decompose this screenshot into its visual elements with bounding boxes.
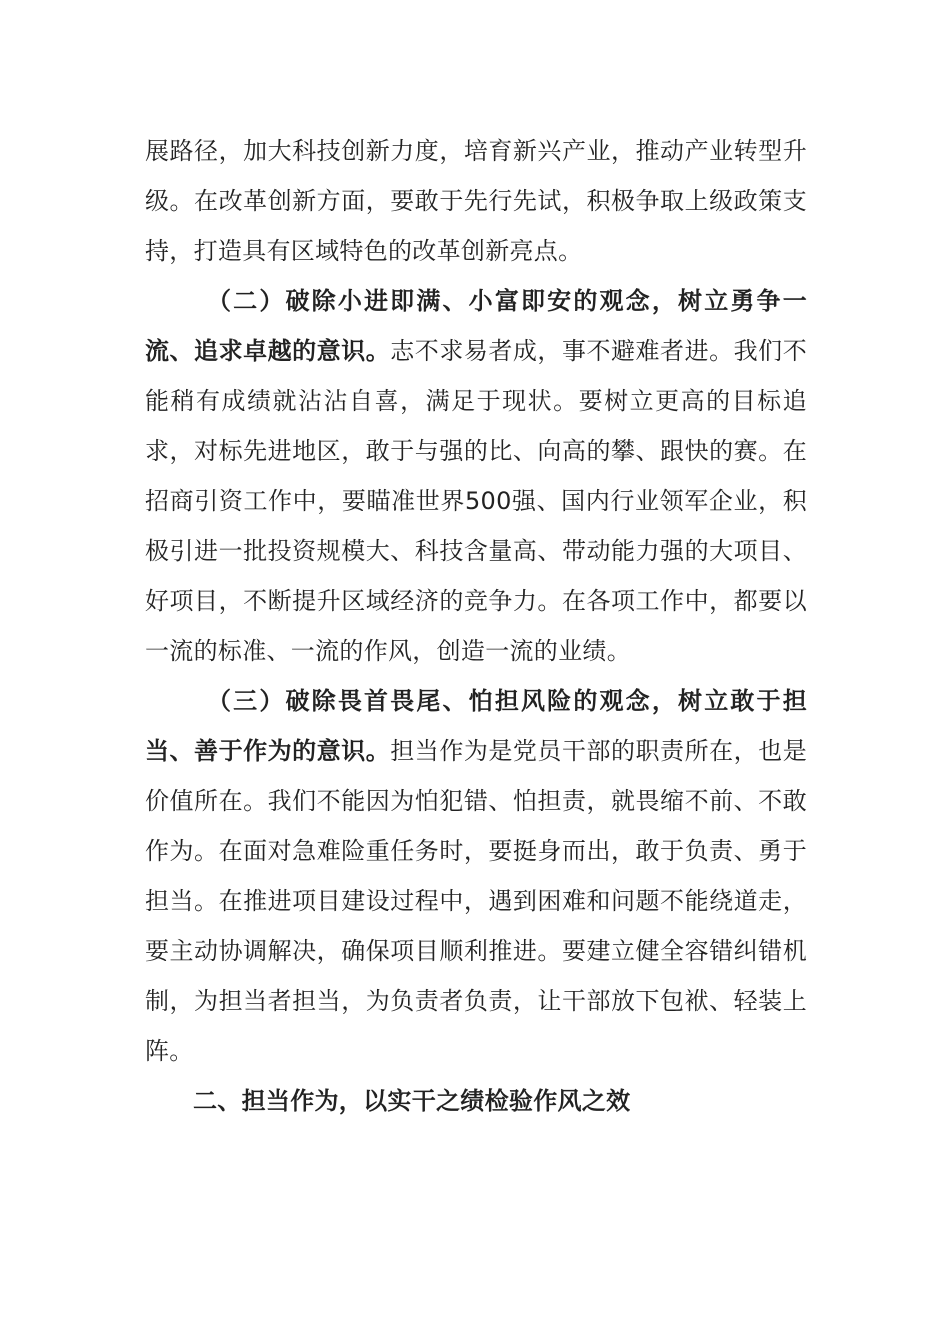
paragraph-text: 担当作为是党员干部的职责所在，也是价值所在。我们不能因为怕犯错、怕担责，就畏缩不前、不敢作为。在面对急难险重任务时，要挺身而出，敢于负责、勇于担当。在推进项目建设过程中，遇到困难和问题不能绕道走，要主动协调解决，确保项目顺利推进。要建立健全容错纠错机制，为担当者担当，为负责者负责，让干部放下包袱、轻装上阵。 xyxy=(145,737,807,1065)
section-heading xyxy=(145,1076,807,1126)
paragraph-heading: （二）破除小进即满、小富即安的观念，树立勇争一流、追求卓越的意识。 xyxy=(145,287,807,365)
paragraph-break-timidity xyxy=(145,676,807,1076)
paragraph-text: 展路径，加大科技创新力度，培育新兴产业，推动产业转型升级。在改革创新方面，要敢于先行先试，积极争取上级政策支持，打造具有区域特色的改革创新亮点。 xyxy=(145,137,807,265)
paragraph-heading: （三）破除畏首畏尾、怕担风险的观念，树立敢于担当、善于作为的意识。 xyxy=(145,687,807,765)
paragraph-text: 志不求易者成，事不避难者进。我们不能稍有成绩就沾沾自喜，满足于现状。要树立更高的目标追求，对标先进地区，敢于与强的比、向高的攀、跟快的赛。在招商引资工作中，要瞄准世界500强、国内行业领军企业，积极引进一批投资规模大、科技含量高、带动能力强的大项目、好项目，不断提升区域经济的竞争力。在各项工作中，都要以一流的标准、一流的作风，创造一流的业绩。 xyxy=(145,337,807,665)
document-body xyxy=(145,126,807,1126)
paragraph-break-complacency xyxy=(145,276,807,676)
section-heading-text: 二、担当作为，以实干之绩检验作风之效 xyxy=(193,1087,631,1115)
paragraph-continued xyxy=(145,126,807,276)
